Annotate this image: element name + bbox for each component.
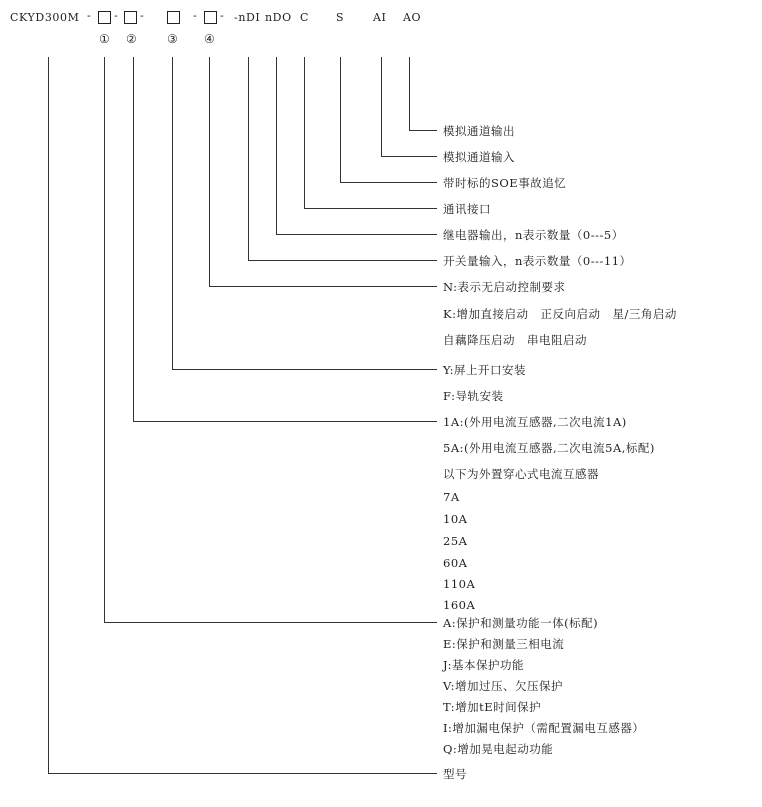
option3-y: Y:屏上开口安装 bbox=[443, 363, 527, 377]
option2-5a: 5A:(外用电流互感器,二次电流5A,标配) bbox=[443, 441, 655, 455]
option2-60a: 60A bbox=[443, 556, 468, 570]
leader-s-horizontal bbox=[340, 182, 437, 183]
separator: - bbox=[87, 9, 92, 22]
leader-ndi-horizontal bbox=[248, 260, 437, 261]
leader-option3-vertical bbox=[172, 57, 173, 369]
leader-ao-horizontal bbox=[409, 130, 437, 131]
code-c: C bbox=[300, 11, 310, 24]
option1-e: E:保护和测量三相电流 bbox=[443, 637, 565, 651]
code-ndi: -nDI bbox=[234, 11, 261, 24]
code-ai: AI bbox=[373, 11, 387, 24]
leader-c-vertical bbox=[304, 57, 305, 208]
leader-ndo-horizontal bbox=[276, 234, 437, 235]
leader-option1-vertical bbox=[104, 57, 105, 622]
leader-c-horizontal bbox=[304, 208, 437, 209]
option2-110a: 110A bbox=[443, 577, 476, 591]
circled-number-3: ③ bbox=[167, 32, 179, 46]
leader-ai-vertical bbox=[381, 57, 382, 156]
option-box-4 bbox=[204, 11, 217, 24]
separator: - bbox=[220, 9, 225, 22]
leader-model-horizontal bbox=[48, 773, 437, 774]
desc-c: 通讯接口 bbox=[443, 202, 491, 216]
desc-ndo: 继电器输出，n表示数量（0---5） bbox=[443, 228, 624, 242]
option-box-2 bbox=[124, 11, 137, 24]
separator: - bbox=[114, 9, 119, 22]
leader-option2-vertical bbox=[133, 57, 134, 421]
desc-ndi: 开关量输入，n表示数量（0---11） bbox=[443, 254, 632, 268]
separator: - bbox=[140, 9, 145, 22]
option3-f: F:导轨安装 bbox=[443, 389, 504, 403]
desc-s: 带时标的SOE事故追忆 bbox=[443, 176, 567, 190]
separator: - bbox=[193, 9, 198, 22]
leader-option3-horizontal bbox=[172, 369, 437, 370]
leader-option4-horizontal bbox=[209, 286, 437, 287]
option1-v: V:增加过压、欠压保护 bbox=[443, 679, 564, 693]
option1-i: I:增加漏电保护（需配置漏电互感器） bbox=[443, 721, 645, 735]
option4-k-cont: 自藕降压启动 串电阻启动 bbox=[443, 333, 587, 347]
model-name: CKYD300M bbox=[10, 11, 80, 24]
option2-25a: 25A bbox=[443, 534, 468, 548]
leader-option4-vertical bbox=[209, 57, 210, 286]
option1-q: Q:增加晃电起动功能 bbox=[443, 742, 554, 756]
option2-note: 以下为外置穿心式电流互感器 bbox=[443, 467, 599, 481]
leader-model-vertical bbox=[48, 57, 49, 773]
option4-k: K:增加直接启动 正反向启动 星/三角启动 bbox=[443, 307, 677, 321]
option4-n: N:表示无启动控制要求 bbox=[443, 280, 566, 294]
leader-ai-horizontal bbox=[381, 156, 437, 157]
option1-t: T:增加tE时间保护 bbox=[443, 700, 542, 714]
code-s: S bbox=[336, 11, 345, 24]
option2-160a: 160A bbox=[443, 598, 476, 612]
leader-ndo-vertical bbox=[276, 57, 277, 234]
option1-a: A:保护和测量功能一体(标配) bbox=[443, 616, 599, 630]
desc-model: 型号 bbox=[443, 767, 467, 781]
circled-number-4: ④ bbox=[204, 32, 216, 46]
option-box-3 bbox=[167, 11, 180, 24]
code-ao: AO bbox=[403, 11, 422, 24]
option-box-1 bbox=[98, 11, 111, 24]
leader-option1-horizontal bbox=[104, 622, 437, 623]
leader-ndi-vertical bbox=[248, 57, 249, 260]
desc-ao: 模拟通道输出 bbox=[443, 124, 515, 138]
code-ndo: nDO bbox=[265, 11, 292, 24]
leader-option2-horizontal bbox=[133, 421, 437, 422]
leader-ao-vertical bbox=[409, 57, 410, 130]
option2-1a: 1A:(外用电流互感器,二次电流1A) bbox=[443, 415, 627, 429]
circled-number-2: ② bbox=[126, 32, 138, 46]
option2-10a: 10A bbox=[443, 512, 468, 526]
circled-number-1: ① bbox=[99, 32, 111, 46]
leader-s-vertical bbox=[340, 57, 341, 182]
option1-j: J:基本保护功能 bbox=[443, 658, 525, 672]
desc-ai: 模拟通道输入 bbox=[443, 150, 515, 164]
option2-7a: 7A bbox=[443, 490, 460, 504]
